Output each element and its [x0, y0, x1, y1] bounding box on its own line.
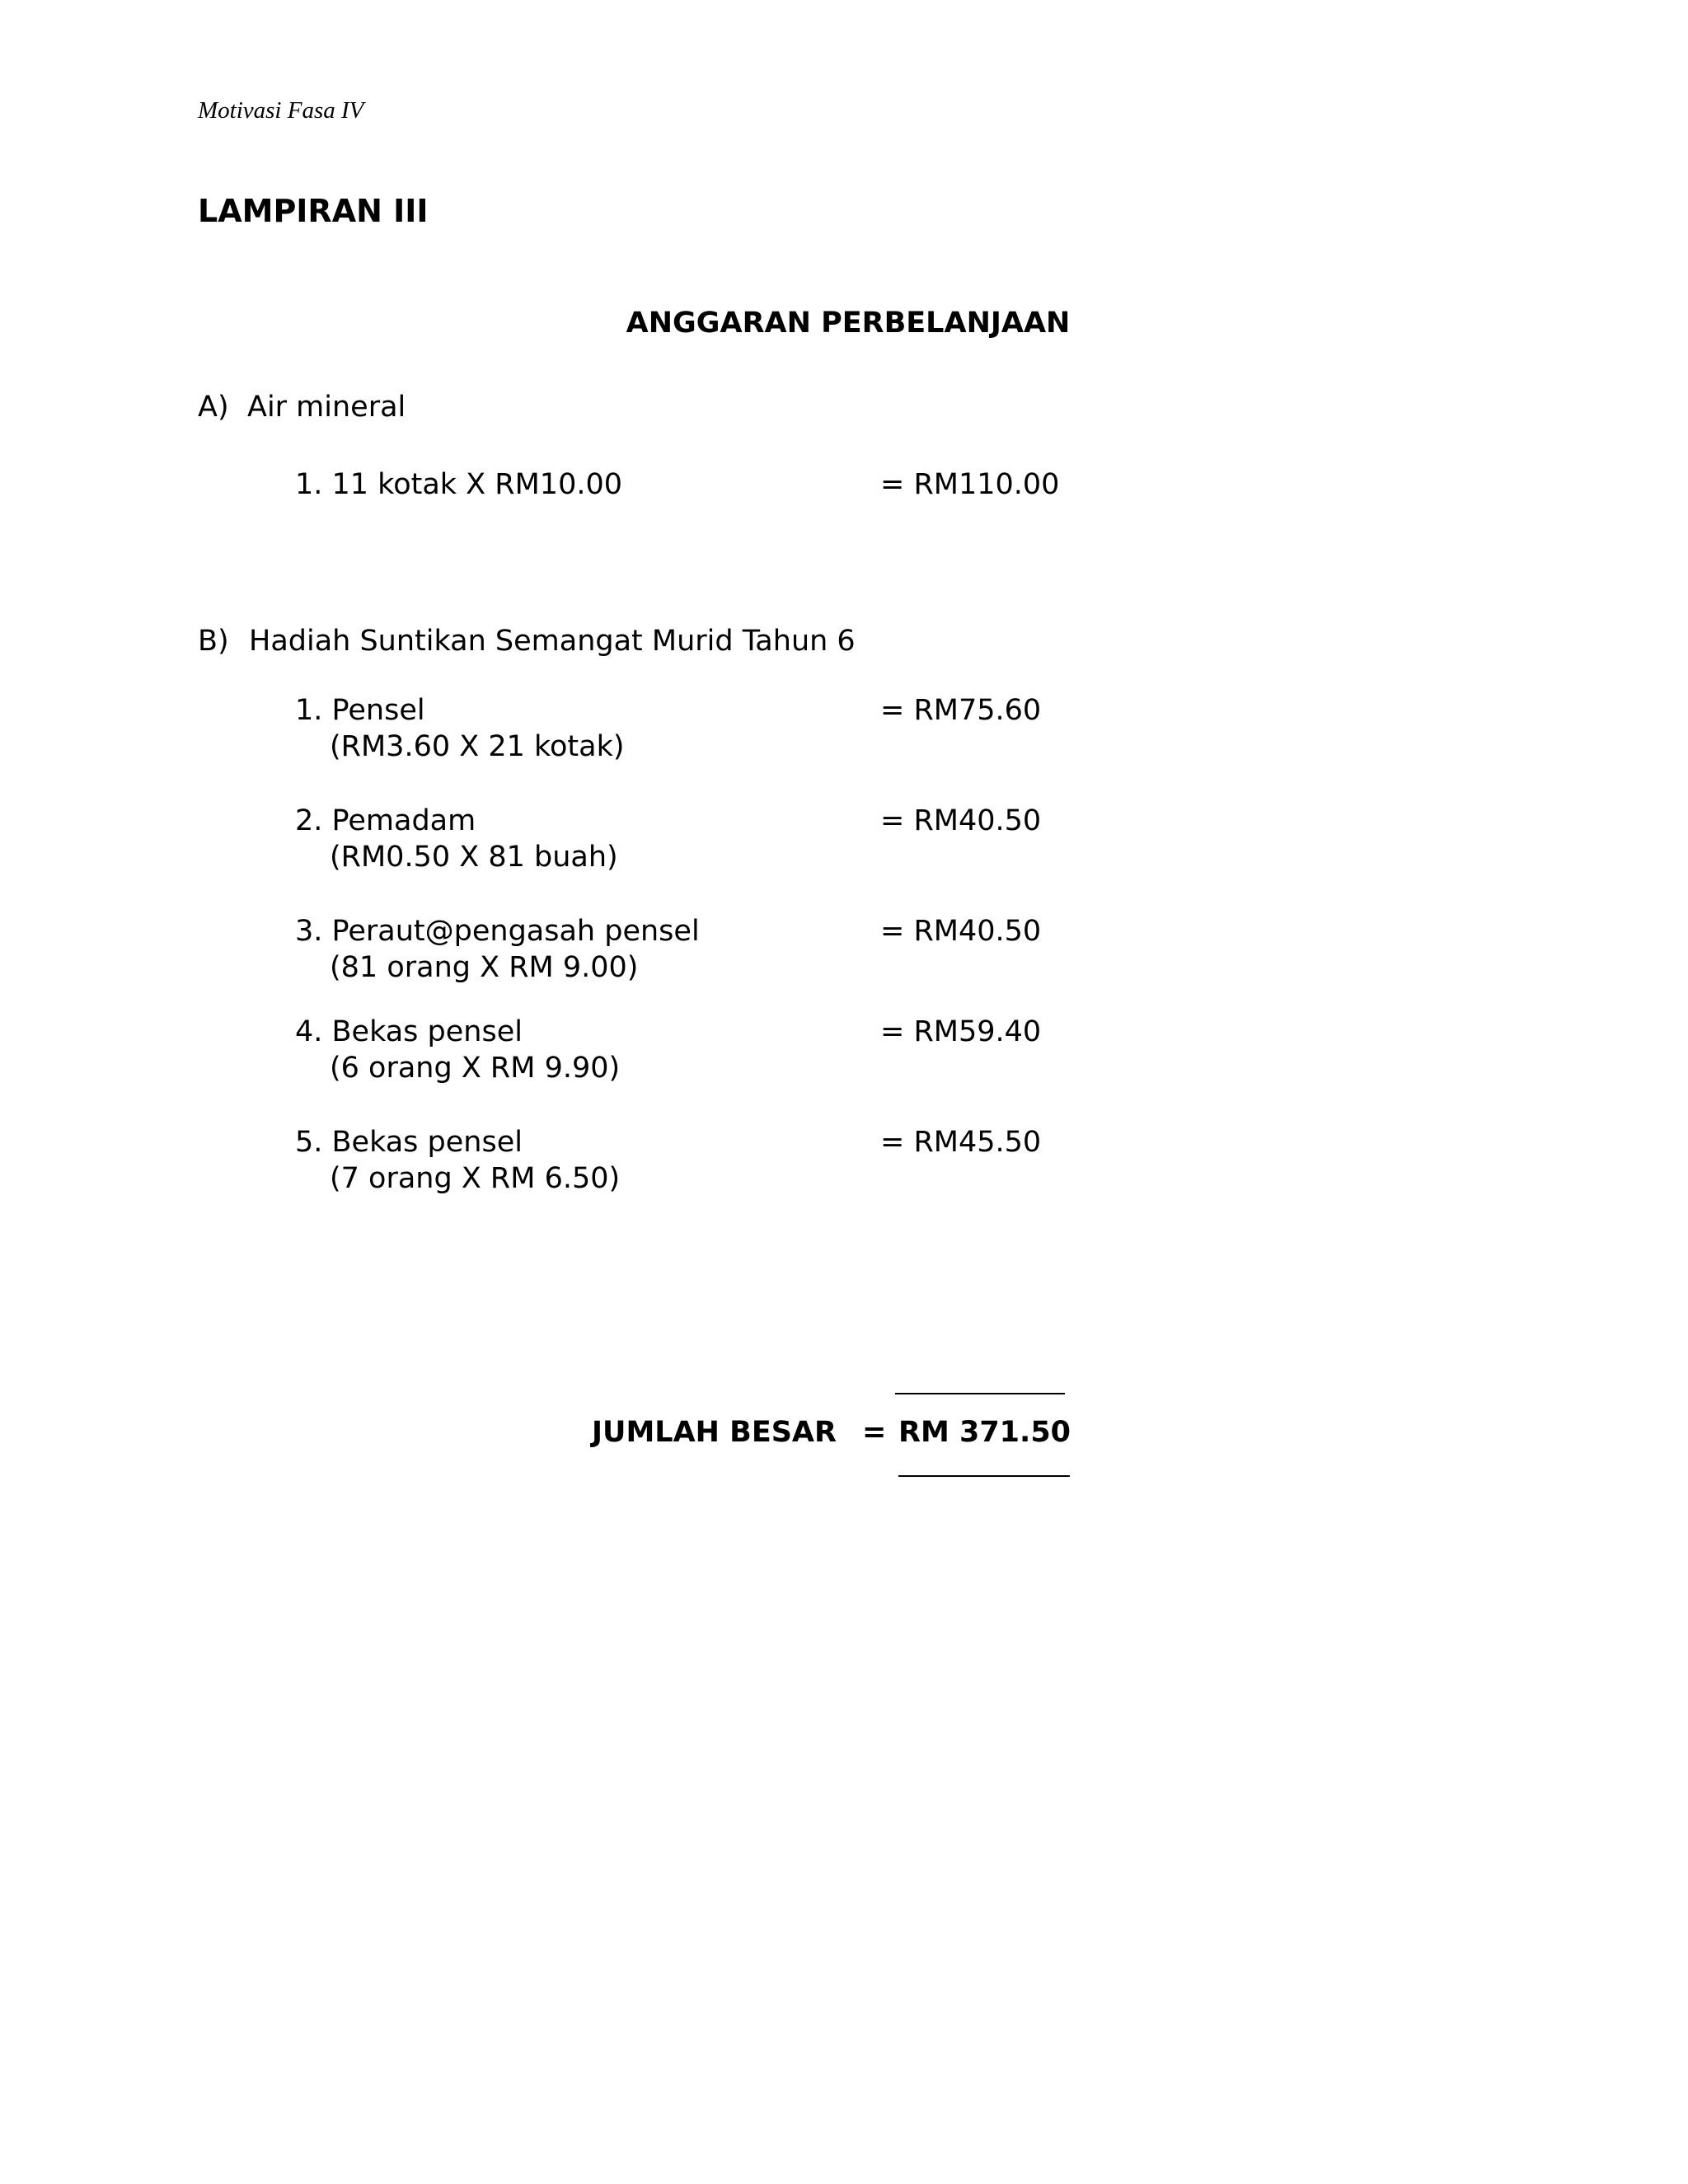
total-bottom-rule	[898, 1475, 1070, 1477]
document-title	[0, 307, 1688, 340]
section-b-item-1-detail: (RM3.60 X 21 kotak)	[330, 730, 625, 763]
running-header: Motivasi Fasa IV	[198, 97, 364, 124]
total-equals: =	[862, 1416, 887, 1449]
section-b-label: B)	[198, 625, 229, 658]
appendix-label: LAMPIRAN III	[198, 193, 429, 229]
section-b-item-2-detail: (RM0.50 X 81 buah)	[330, 841, 618, 874]
document-title-text: ANGGARAN PERBELANJAAN	[626, 307, 1071, 340]
section-b-title: Hadiah Suntikan Semangat Murid Tahun 6	[249, 625, 856, 658]
total-amount: RM 371.50	[898, 1416, 1071, 1449]
section-b-item-3-text: 3. Peraut@pengasah pensel	[295, 915, 700, 948]
section-b-item-5-detail: (7 orang X RM 6.50)	[330, 1162, 621, 1195]
total-top-rule	[895, 1393, 1065, 1394]
section-b-item-1-text: 1. Pensel	[295, 694, 425, 727]
section-b-item-4-text: 4. Bekas pensel	[295, 1015, 523, 1048]
section-a-title: Air mineral	[247, 391, 406, 424]
section-b-item-5-amount: = RM45.50	[880, 1126, 1042, 1159]
section-b-item-2-amount: = RM40.50	[880, 804, 1042, 837]
section-a-item-1-amount: = RM110.00	[880, 468, 1060, 501]
section-b-item-3-detail: (81 orang X RM 9.00)	[330, 951, 639, 984]
section-b-item-5-text: 5. Bekas pensel	[295, 1126, 523, 1159]
total-label: JUMLAH BESAR	[592, 1416, 837, 1449]
section-b-item-3-amount: = RM40.50	[880, 915, 1042, 948]
section-b-item-2-text: 2. Pemadam	[295, 804, 476, 837]
section-a-label: A)	[198, 391, 229, 424]
section-b-item-1-amount: = RM75.60	[880, 694, 1042, 727]
section-b-item-4-detail: (6 orang X RM 9.90)	[330, 1052, 621, 1085]
section-a-item-1-text: 1. 11 kotak X RM10.00	[295, 468, 622, 501]
section-b-item-4-amount: = RM59.40	[880, 1015, 1042, 1048]
